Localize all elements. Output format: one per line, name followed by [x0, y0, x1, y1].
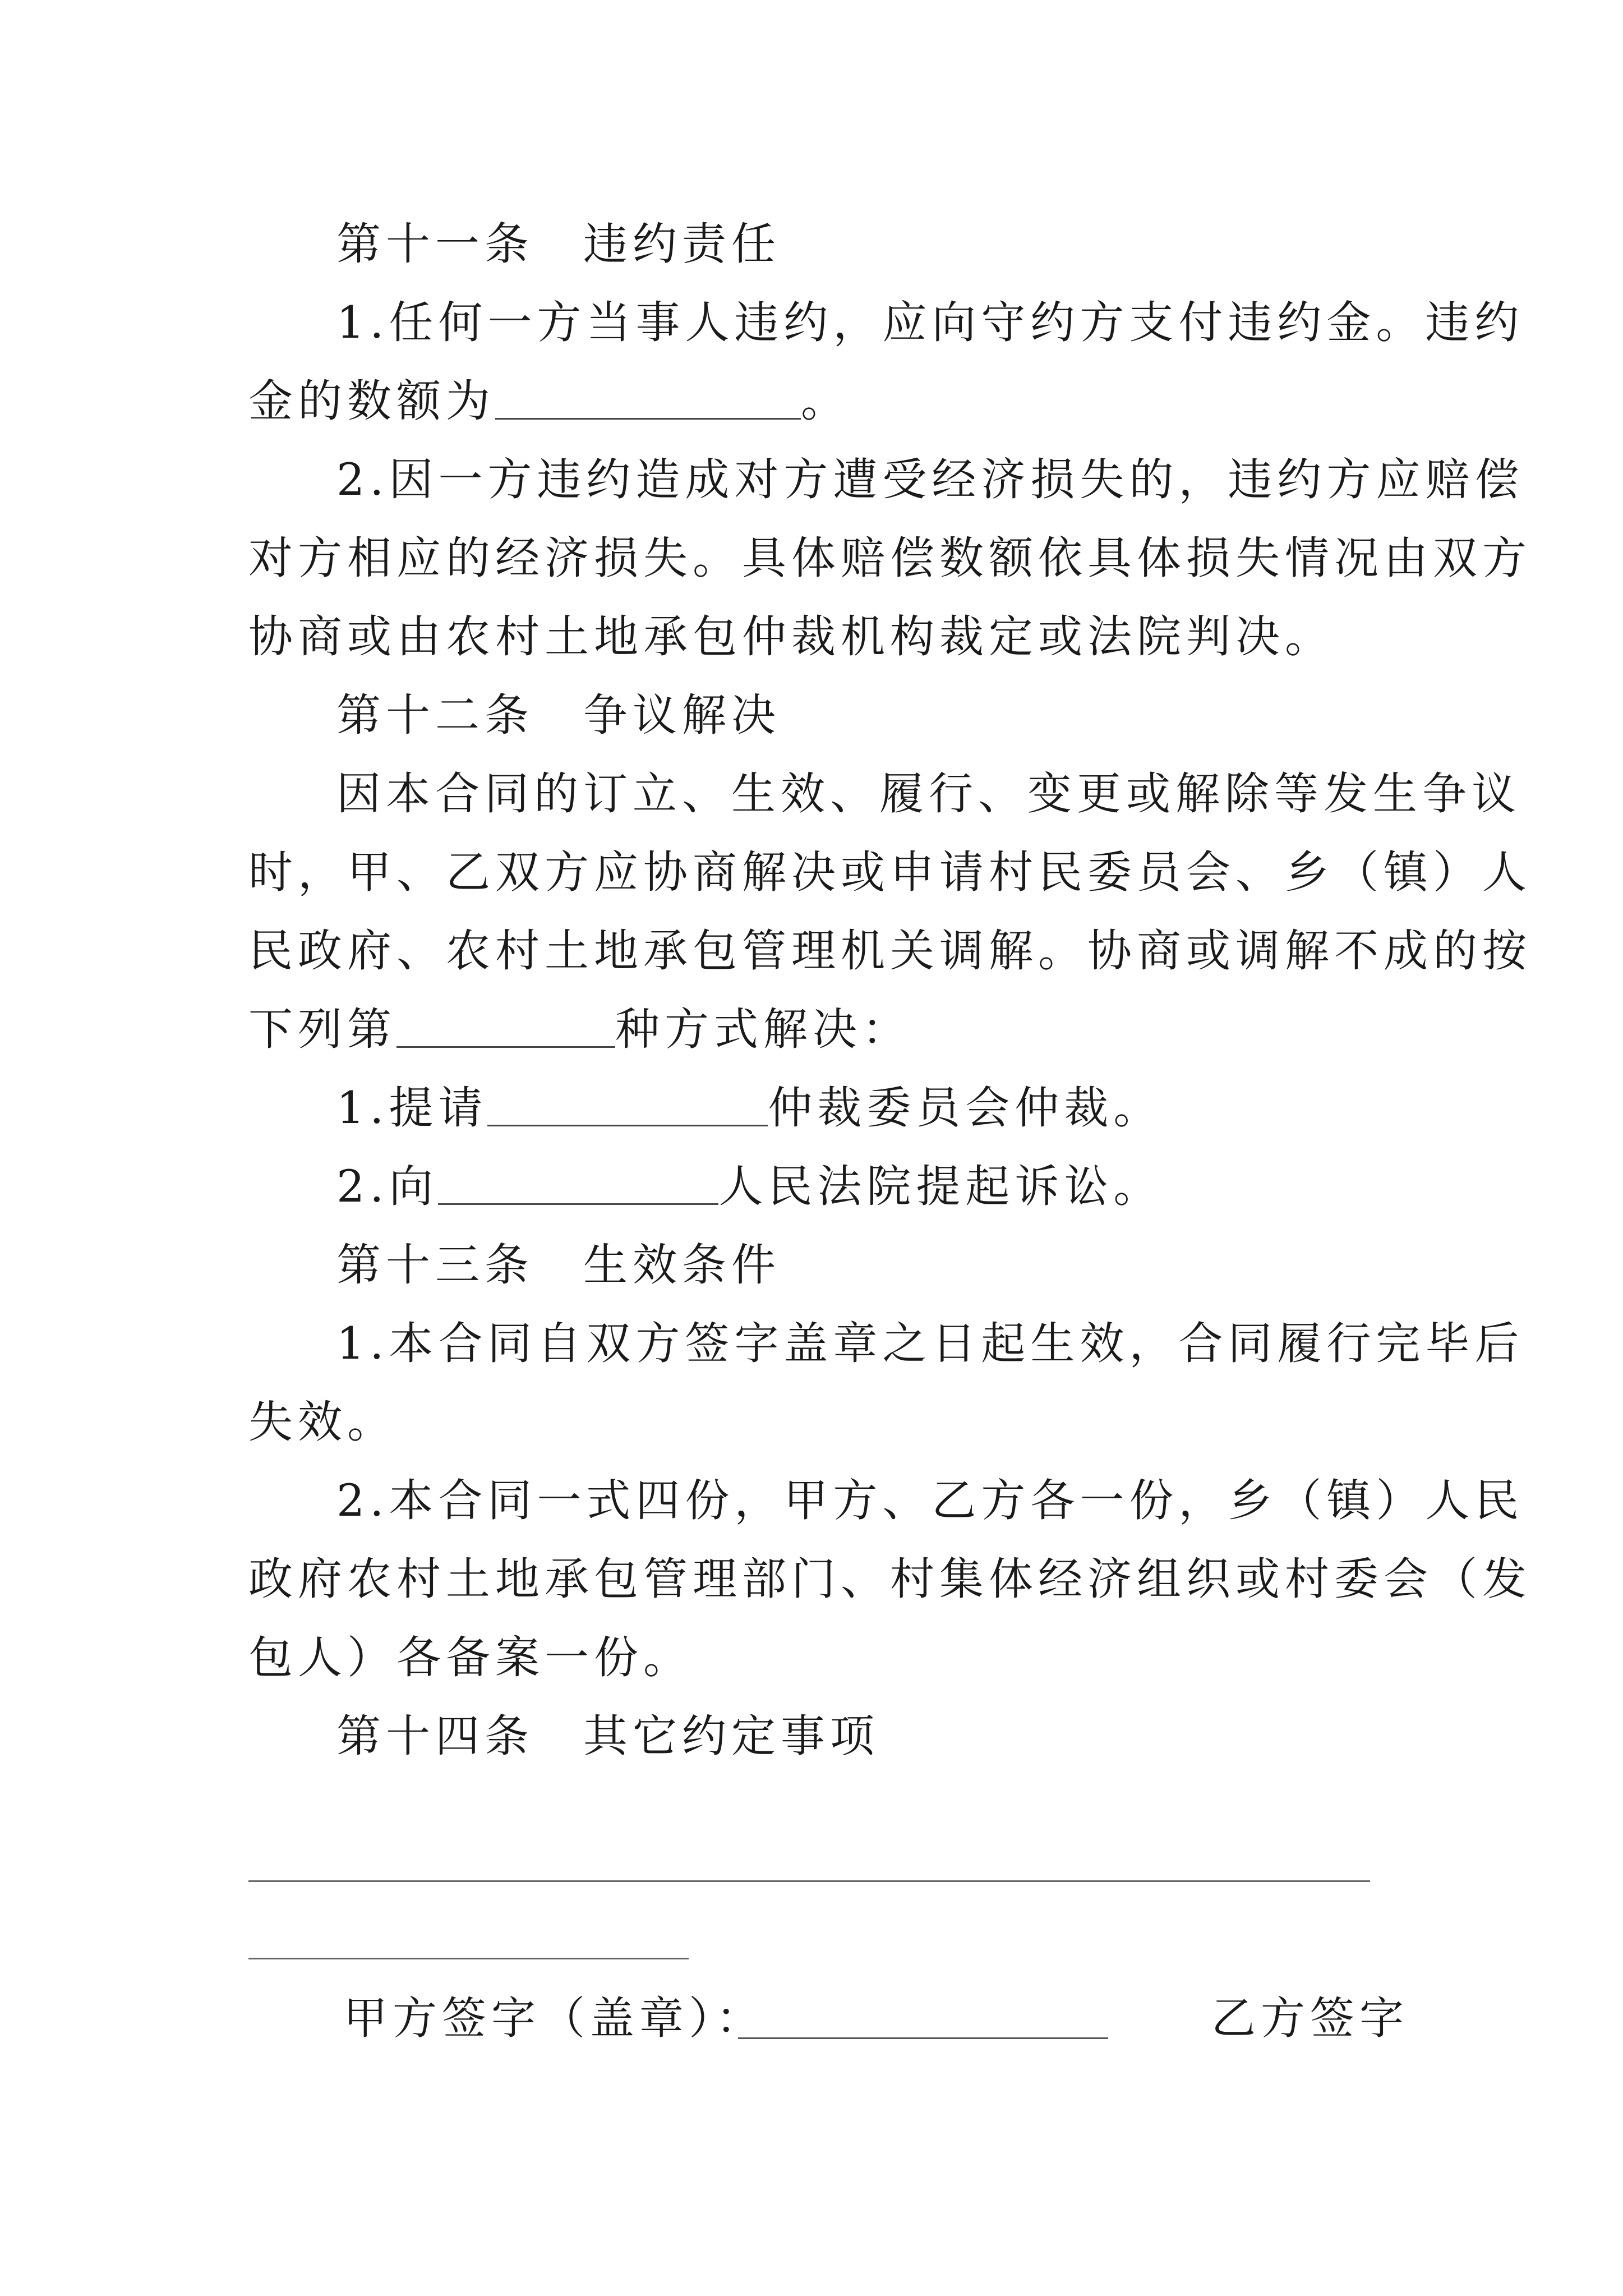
arbitration-committee-blank[interactable] [487, 1085, 768, 1126]
party-b-signature-label: 乙方签字 [1211, 1993, 1409, 2044]
party-a-signature-label: 甲方签字（盖章）： [343, 1993, 766, 2044]
article-13-para1-line1: 1.本合同自双方签字盖章之日起生效，合同履行完毕后 [336, 1318, 1524, 1369]
article-11-para2-line2: 对方相应的经济损失。具体赔偿数额依具体损失情况由双方 [248, 532, 1532, 584]
article-11-para2-line1: 2.因一方违约造成对方遭受经济损失的，违约方应赔偿 [336, 454, 1524, 505]
article-13-para2-line2: 政府农村土地承包管理部门、村集体经济组织或村委会（发 [248, 1553, 1532, 1605]
article-13-para2-line1: 2.本合同一式四份，甲方、乙方各一份，乡（镇）人民 [336, 1475, 1524, 1526]
article-11-heading: 第十一条 违约责任 [336, 218, 781, 270]
article-12-option-2 [336, 1158, 1475, 1214]
article-11-para1-line1: 1.任何一方当事人违约，应向守约方支付违约金。违约 [336, 297, 1524, 348]
article-11-period: 。 [801, 375, 850, 427]
article-12-para-line1: 因本合同的订立、生效、履行、变更或解除等发生争议 [336, 768, 1521, 820]
article-13-heading: 第十三条 生效条件 [336, 1239, 781, 1291]
article-12-option-1 [336, 1080, 1475, 1136]
party-a-signature-blank[interactable] [738, 2037, 1108, 2039]
penalty-amount-blank[interactable] [495, 379, 801, 420]
other-terms-blank-line-2[interactable] [248, 1958, 689, 1959]
article-13-para2-line3: 包人）各备案一份。 [248, 1632, 693, 1683]
article-13-para1-line2: 失效。 [248, 1396, 396, 1448]
article-12-para-line3: 民政府、农村土地承包管理机关调解。协商或调解不成的按 [248, 925, 1532, 977]
option-2-suffix: 人民法院提起诉讼。 [718, 1161, 1163, 1212]
dispute-option-blank[interactable] [396, 1007, 615, 1048]
article-12-heading: 第十二条 争议解决 [336, 689, 781, 741]
article-11-para1-line2 [248, 373, 1387, 429]
court-name-blank[interactable] [438, 1164, 718, 1205]
article-12-para-line4 [248, 1001, 1387, 1057]
article-11-amount-label: 金的数额为 [248, 375, 495, 427]
article-12-option-suffix: 种方式解决： [615, 1004, 911, 1055]
article-12-para-line2: 时，甲、乙双方应协商解决或申请村民委员会、乡（镇）人 [248, 846, 1532, 898]
option-2-prefix: 2.向 [336, 1161, 439, 1212]
option-1-suffix: 仲裁委员会仲裁。 [768, 1082, 1163, 1134]
article-12-option-prefix: 下列第 [248, 1004, 396, 1055]
article-11-para2-line3: 协商或由农村土地承包仲裁机构裁定或法院判决。 [248, 611, 1334, 662]
option-1-prefix: 1.提请 [336, 1082, 488, 1134]
article-14-heading: 第十四条 其它约定事项 [336, 1710, 879, 1762]
other-terms-blank-line-1[interactable] [248, 1880, 1370, 1882]
